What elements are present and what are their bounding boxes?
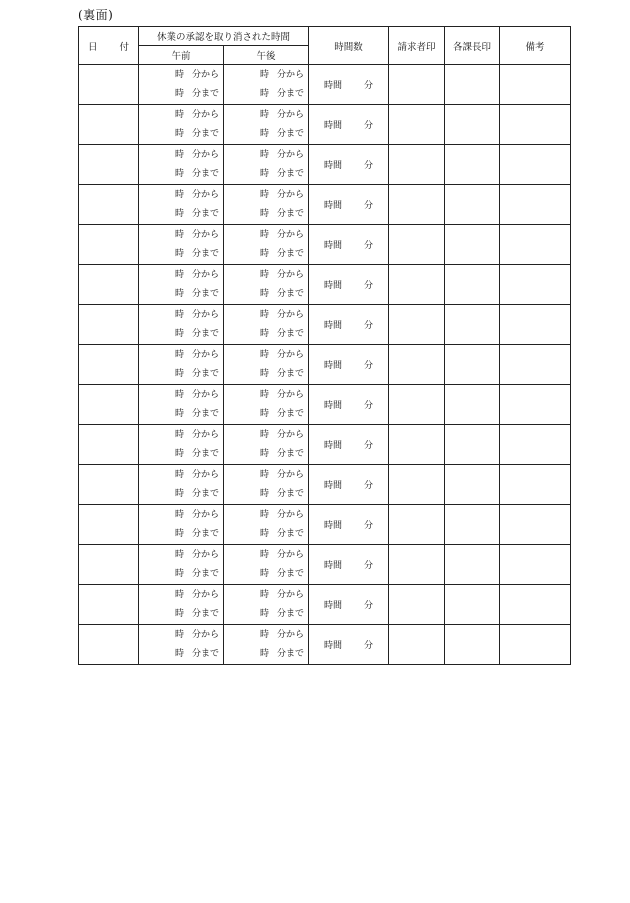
- am-from-line: 時 分から: [175, 629, 220, 640]
- section-chief-seal-cell[interactable]: [445, 305, 500, 345]
- date-cell[interactable]: [79, 345, 139, 385]
- table-row: [79, 305, 571, 345]
- applicant-seal-cell[interactable]: [389, 585, 445, 625]
- applicant-seal-cell[interactable]: [389, 265, 445, 305]
- leave-cancellation-table: [78, 26, 571, 665]
- section-chief-seal-cell[interactable]: [445, 545, 500, 585]
- pm-until-line: 時 分まで: [260, 408, 305, 419]
- hours-cell[interactable]: 時間 分: [309, 65, 389, 105]
- hours-cell[interactable]: 時間 分: [309, 585, 389, 625]
- pm-time-cell[interactable]: [224, 65, 309, 105]
- pm-from-line: 時 分から: [260, 429, 305, 440]
- am-until-line: 時 分まで: [175, 168, 220, 179]
- am-from-line: 時 分から: [175, 429, 220, 440]
- table-row: [79, 105, 571, 145]
- pm-until-line: 時 分まで: [260, 488, 305, 499]
- remarks-cell[interactable]: [500, 185, 571, 225]
- pm-time-cell[interactable]: [224, 505, 309, 545]
- section-chief-seal-cell[interactable]: [445, 225, 500, 265]
- am-time-cell[interactable]: [139, 465, 224, 505]
- date-cell[interactable]: [79, 185, 139, 225]
- remarks-cell[interactable]: [500, 145, 571, 185]
- am-until-line: 時 分まで: [175, 288, 220, 299]
- pm-until-line: 時 分まで: [260, 648, 305, 659]
- header-pm: 午後: [224, 46, 309, 65]
- pm-until-line: 時 分まで: [260, 128, 305, 139]
- am-time-cell[interactable]: [139, 425, 224, 465]
- am-time-cell[interactable]: [139, 505, 224, 545]
- pm-until-line: 時 分まで: [260, 528, 305, 539]
- section-chief-seal-cell[interactable]: [445, 265, 500, 305]
- pm-from-line: 時 分から: [260, 469, 305, 480]
- date-cell[interactable]: [79, 545, 139, 585]
- pm-until-line: 時 分まで: [260, 168, 305, 179]
- am-from-line: 時 分から: [175, 549, 220, 560]
- pm-from-line: 時 分から: [260, 629, 305, 640]
- am-time-cell[interactable]: [139, 545, 224, 585]
- am-from-line: 時 分から: [175, 349, 220, 360]
- section-chief-seal-cell[interactable]: [445, 585, 500, 625]
- table-row: [79, 465, 571, 505]
- remarks-cell[interactable]: [500, 585, 571, 625]
- table-row: [79, 345, 571, 385]
- date-cell[interactable]: [79, 505, 139, 545]
- table-row: [79, 65, 571, 105]
- pm-time-cell[interactable]: [224, 305, 309, 345]
- am-until-line: 時 分まで: [175, 568, 220, 579]
- am-time-cell[interactable]: [139, 225, 224, 265]
- applicant-seal-cell[interactable]: [389, 545, 445, 585]
- am-from-line: 時 分から: [175, 189, 220, 200]
- section-chief-seal-cell[interactable]: [445, 185, 500, 225]
- section-chief-seal-cell[interactable]: [445, 465, 500, 505]
- section-chief-seal-cell[interactable]: [445, 105, 500, 145]
- remarks-cell[interactable]: [500, 225, 571, 265]
- applicant-seal-cell[interactable]: [389, 505, 445, 545]
- hours-cell[interactable]: 時間 分: [309, 545, 389, 585]
- header-section-chief-seal: 各課長印: [445, 27, 500, 65]
- remarks-cell[interactable]: [500, 305, 571, 345]
- am-from-line: 時 分から: [175, 589, 220, 600]
- applicant-seal-cell[interactable]: [389, 225, 445, 265]
- am-until-line: 時 分まで: [175, 368, 220, 379]
- pm-from-line: 時 分から: [260, 389, 305, 400]
- am-until-line: 時 分まで: [175, 328, 220, 339]
- am-until-line: 時 分まで: [175, 128, 220, 139]
- date-cell[interactable]: [79, 225, 139, 265]
- am-time-cell[interactable]: [139, 585, 224, 625]
- pm-until-line: 時 分まで: [260, 248, 305, 259]
- pm-from-line: 時 分から: [260, 109, 305, 120]
- header-cancelled-time: 休業の承認を取り消された時間: [139, 27, 309, 46]
- am-from-line: 時 分から: [175, 229, 220, 240]
- hours-cell[interactable]: 時間 分: [309, 185, 389, 225]
- am-until-line: 時 分まで: [175, 648, 220, 659]
- pm-time-cell[interactable]: [224, 585, 309, 625]
- am-time-cell[interactable]: [139, 345, 224, 385]
- am-from-line: 時 分から: [175, 469, 220, 480]
- section-chief-seal-cell[interactable]: [445, 385, 500, 425]
- am-time-cell[interactable]: [139, 265, 224, 305]
- am-time-cell[interactable]: [139, 305, 224, 345]
- pm-from-line: 時 分から: [260, 269, 305, 280]
- am-from-line: 時 分から: [175, 109, 220, 120]
- hours-cell[interactable]: 時間 分: [309, 425, 389, 465]
- applicant-seal-cell[interactable]: [389, 385, 445, 425]
- table-row: [79, 225, 571, 265]
- pm-time-cell[interactable]: [224, 265, 309, 305]
- applicant-seal-cell[interactable]: [389, 305, 445, 345]
- table-row: [79, 625, 571, 665]
- pm-until-line: 時 分まで: [260, 208, 305, 219]
- hours-cell[interactable]: 時間 分: [309, 385, 389, 425]
- table-row: [79, 545, 571, 585]
- pm-until-line: 時 分まで: [260, 368, 305, 379]
- date-cell[interactable]: [79, 385, 139, 425]
- section-chief-seal-cell[interactable]: [445, 65, 500, 105]
- hours-cell[interactable]: 時間 分: [309, 225, 389, 265]
- section-chief-seal-cell[interactable]: [445, 145, 500, 185]
- am-until-line: 時 分まで: [175, 528, 220, 539]
- pm-from-line: 時 分から: [260, 349, 305, 360]
- remarks-cell[interactable]: [500, 385, 571, 425]
- am-time-cell[interactable]: [139, 145, 224, 185]
- remarks-cell[interactable]: [500, 505, 571, 545]
- pm-until-line: 時 分まで: [260, 608, 305, 619]
- am-until-line: 時 分まで: [175, 88, 220, 99]
- hours-cell[interactable]: 時間 分: [309, 465, 389, 505]
- table-row: [79, 265, 571, 305]
- pm-from-line: 時 分から: [260, 549, 305, 560]
- pm-until-line: 時 分まで: [260, 328, 305, 339]
- hours-cell[interactable]: 時間 分: [309, 265, 389, 305]
- am-from-line: 時 分から: [175, 509, 220, 520]
- pm-until-line: 時 分まで: [260, 568, 305, 579]
- table-row: [79, 145, 571, 185]
- table-row: [79, 585, 571, 625]
- hours-cell[interactable]: 時間 分: [309, 145, 389, 185]
- applicant-seal-cell[interactable]: [389, 465, 445, 505]
- applicant-seal-cell[interactable]: [389, 185, 445, 225]
- remarks-cell[interactable]: [500, 265, 571, 305]
- pm-time-cell[interactable]: [224, 465, 309, 505]
- pm-from-line: 時 分から: [260, 189, 305, 200]
- table-row: [79, 505, 571, 545]
- am-from-line: 時 分から: [175, 269, 220, 280]
- am-from-line: 時 分から: [175, 69, 220, 80]
- date-cell[interactable]: [79, 305, 139, 345]
- am-until-line: 時 分まで: [175, 448, 220, 459]
- date-cell[interactable]: [79, 105, 139, 145]
- am-until-line: 時 分まで: [175, 608, 220, 619]
- applicant-seal-cell[interactable]: [389, 105, 445, 145]
- applicant-seal-cell[interactable]: [389, 65, 445, 105]
- pm-from-line: 時 分から: [260, 309, 305, 320]
- pm-time-cell[interactable]: [224, 425, 309, 465]
- section-chief-seal-cell[interactable]: [445, 425, 500, 465]
- pm-until-line: 時 分まで: [260, 88, 305, 99]
- date-cell[interactable]: [79, 425, 139, 465]
- table-body: [79, 65, 571, 665]
- am-until-line: 時 分まで: [175, 248, 220, 259]
- pm-from-line: 時 分から: [260, 69, 305, 80]
- remarks-cell[interactable]: [500, 465, 571, 505]
- table-row: [79, 425, 571, 465]
- page-side-label: (裏面): [78, 8, 114, 22]
- pm-time-cell[interactable]: [224, 145, 309, 185]
- pm-until-line: 時 分まで: [260, 288, 305, 299]
- header-applicant-seal: 請求者印: [389, 27, 445, 65]
- hours-cell[interactable]: 時間 分: [309, 305, 389, 345]
- pm-time-cell[interactable]: [224, 105, 309, 145]
- header-am: 午前: [139, 46, 224, 65]
- date-cell[interactable]: [79, 145, 139, 185]
- table-row: [79, 185, 571, 225]
- pm-from-line: 時 分から: [260, 229, 305, 240]
- pm-until-line: 時 分まで: [260, 448, 305, 459]
- date-cell[interactable]: [79, 585, 139, 625]
- applicant-seal-cell[interactable]: [389, 345, 445, 385]
- hours-cell[interactable]: 時間 分: [309, 345, 389, 385]
- pm-from-line: 時 分から: [260, 589, 305, 600]
- applicant-seal-cell[interactable]: [389, 145, 445, 185]
- am-time-cell[interactable]: [139, 385, 224, 425]
- section-chief-seal-cell[interactable]: [445, 625, 500, 665]
- am-time-cell[interactable]: [139, 105, 224, 145]
- section-chief-seal-cell[interactable]: [445, 345, 500, 385]
- pm-time-cell[interactable]: [224, 545, 309, 585]
- date-cell[interactable]: [79, 465, 139, 505]
- am-until-line: 時 分まで: [175, 208, 220, 219]
- table-row: [79, 385, 571, 425]
- pm-time-cell[interactable]: [224, 625, 309, 665]
- am-until-line: 時 分まで: [175, 488, 220, 499]
- pm-time-cell[interactable]: [224, 185, 309, 225]
- remarks-cell[interactable]: [500, 345, 571, 385]
- applicant-seal-cell[interactable]: [389, 425, 445, 465]
- am-until-line: 時 分まで: [175, 408, 220, 419]
- pm-time-cell[interactable]: [224, 225, 309, 265]
- header-remarks: 備考: [500, 27, 571, 65]
- remarks-cell[interactable]: [500, 65, 571, 105]
- pm-from-line: 時 分から: [260, 149, 305, 160]
- section-chief-seal-cell[interactable]: [445, 505, 500, 545]
- header-hours: 時間数: [309, 27, 389, 65]
- date-cell[interactable]: [79, 65, 139, 105]
- pm-time-cell[interactable]: [224, 345, 309, 385]
- am-time-cell[interactable]: [139, 65, 224, 105]
- remarks-cell[interactable]: [500, 625, 571, 665]
- am-time-cell[interactable]: [139, 185, 224, 225]
- pm-time-cell[interactable]: [224, 385, 309, 425]
- date-cell[interactable]: [79, 625, 139, 665]
- am-from-line: 時 分から: [175, 149, 220, 160]
- header-date: 日 付: [79, 27, 139, 65]
- am-from-line: 時 分から: [175, 309, 220, 320]
- pm-from-line: 時 分から: [260, 509, 305, 520]
- remarks-cell[interactable]: [500, 545, 571, 585]
- remarks-cell[interactable]: [500, 105, 571, 145]
- hours-cell[interactable]: 時間 分: [309, 625, 389, 665]
- hours-cell[interactable]: 時間 分: [309, 505, 389, 545]
- am-from-line: 時 分から: [175, 389, 220, 400]
- hours-cell[interactable]: 時間 分: [309, 105, 389, 145]
- date-cell[interactable]: [79, 265, 139, 305]
- applicant-seal-cell[interactable]: [389, 625, 445, 665]
- am-time-cell[interactable]: [139, 625, 224, 665]
- remarks-cell[interactable]: [500, 425, 571, 465]
